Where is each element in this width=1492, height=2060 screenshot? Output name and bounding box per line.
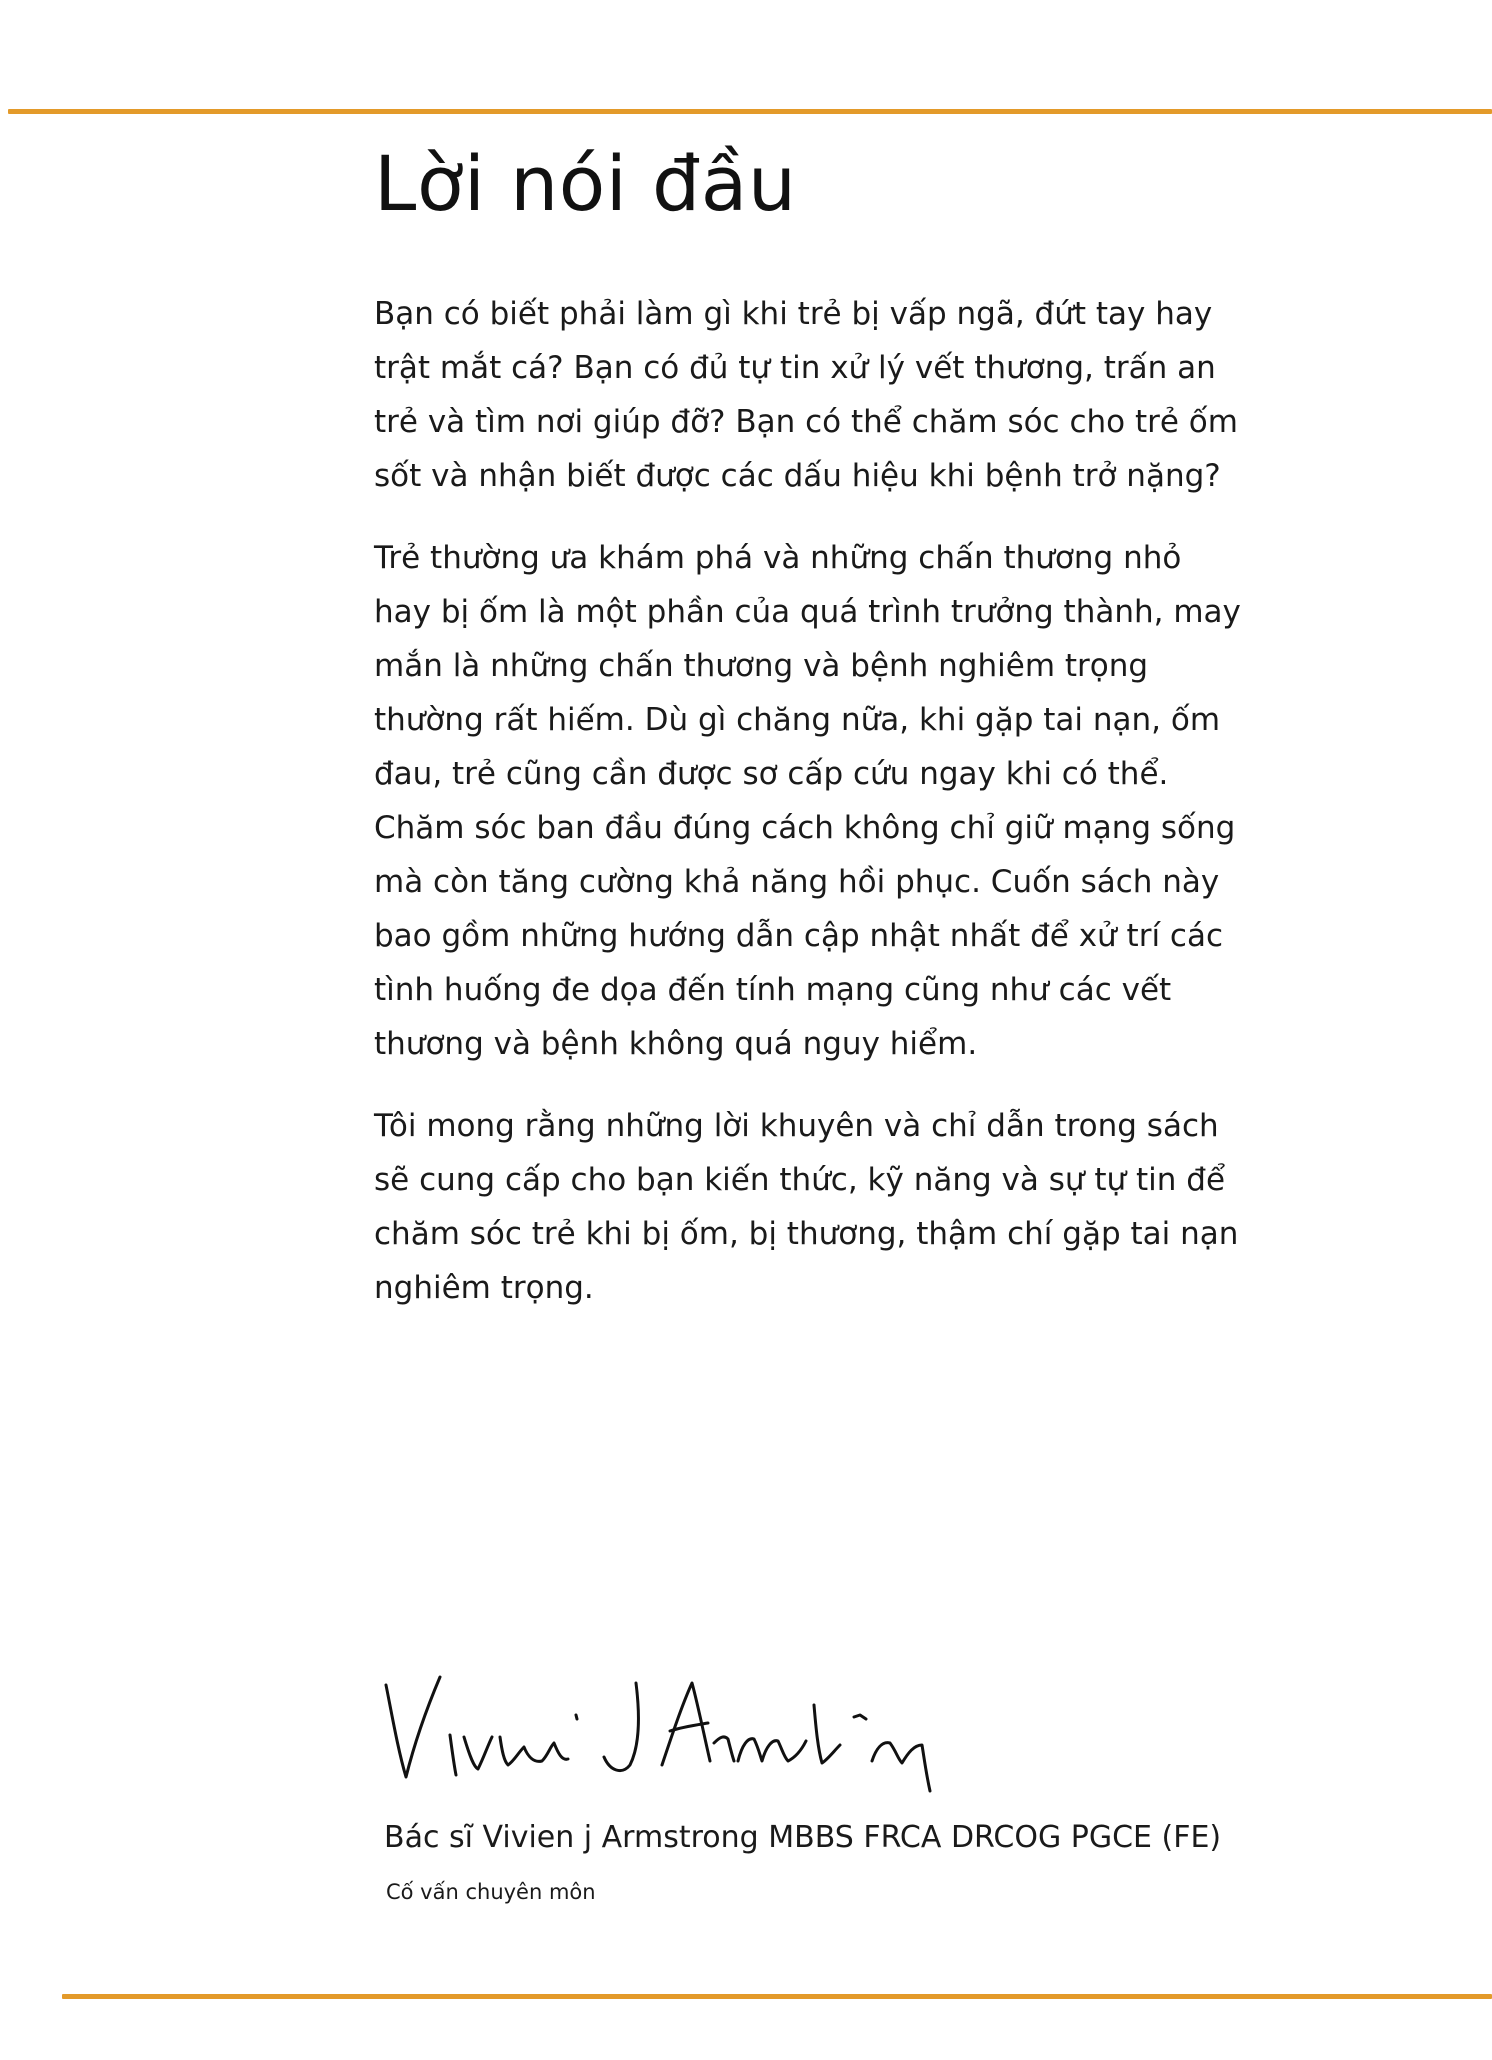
signature-drawing — [378, 1665, 938, 1795]
bottom-rule — [62, 1994, 1492, 1999]
author-name: Bác sĩ Vivien j Armstrong MBBS FRCA DRCOG PGCE (FE) — [384, 1820, 1222, 1855]
body-text — [374, 287, 1254, 1315]
top-rule — [8, 109, 1492, 114]
paragraph-2: Trẻ thường ưa khám phá và những chấn thương nhỏ hay bị ốm là một phần của quá trình trưởng thành, may mắn là những chấn thương và bệnh nghiêm trọng thường rất hiếm. Dù gì chăng nữa, khi gặp tai nạn, ốm đau, trẻ cũng cần được sơ cấp cứu ngay khi có thể. Chăm sóc ban đầu đúng cách không chỉ giữ mạng sống mà còn tăng cường khả năng hồi phục. Cuốn sách này bao gồm những hướng dẫn cập nhật nhất để xử trí các tình huống đe dọa đến tính mạng cũng như các vết thương và bệnh không quá nguy hiểm. — [374, 540, 1241, 1063]
paragraph-3: Tôi mong rằng những lời khuyên và chỉ dẫn trong sách sẽ cung cấp cho bạn kiến thức, kỹ năng và sự tự tin để chăm sóc trẻ khi bị ốm, bị thương, thậm chí gặp tai nạn nghiêm trọng. — [374, 1108, 1239, 1307]
page-title: Lời nói đầu — [374, 139, 797, 228]
signature — [378, 1665, 938, 1795]
author-role: Cố vấn chuyên môn — [386, 1880, 596, 1904]
page-content — [374, 140, 1254, 1343]
paragraph-1: Bạn có biết phải làm gì khi trẻ bị vấp ngã, đứt tay hay trật mắt cá? Bạn có đủ tự tin xử lý vết thương, trấn an trẻ và tìm nơi giúp đỡ? Bạn có thể chăm sóc cho trẻ ốm sốt và nhận biết được các dấu hiệu khi bệnh trở nặng? — [374, 296, 1238, 495]
